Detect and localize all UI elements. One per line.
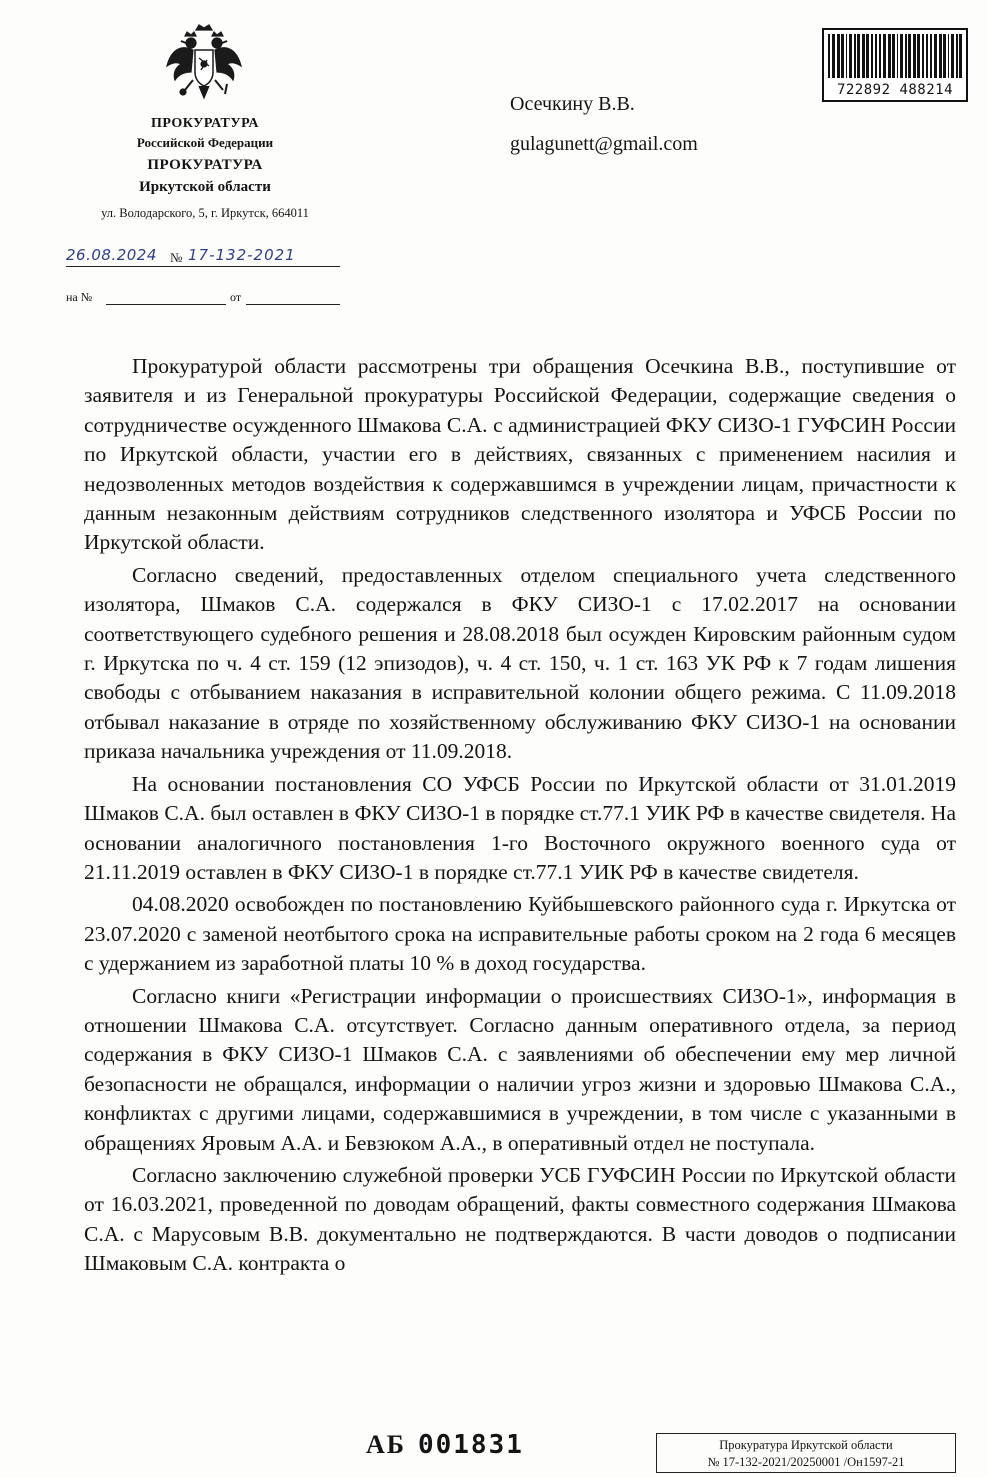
barcode-bars: [828, 34, 962, 78]
issuer-block: [60, 114, 350, 222]
barcode: [822, 28, 968, 102]
barcode-bar: [846, 34, 847, 78]
barcode-bar: [828, 34, 830, 78]
org-region: Иркутской области: [139, 179, 271, 195]
registration-date: 26.08.2024: [66, 246, 157, 264]
barcode-bar: [841, 34, 844, 78]
addressee-name: Осечкину В.В.: [510, 93, 635, 115]
barcode-bar: [926, 34, 928, 78]
barcode-bar: [857, 34, 860, 78]
barcode-bar: [905, 34, 907, 78]
addressee-block: [510, 84, 698, 164]
registration-line: [66, 246, 346, 268]
barcode-bar: [934, 34, 937, 78]
barcode-bar: [917, 34, 920, 78]
barcode-bar: [892, 34, 895, 78]
reference-date-blank: [246, 304, 340, 305]
body-paragraph: 04.08.2020 освобожден по постановлению Куйбышевского районного суда г. Иркутска от 23.07.2020 с заменой неотбытого срока на исправительные работы сроком на 2 года 6 месяцев с удержанием из заработной платы 10 % в доход государства.: [84, 892, 956, 976]
barcode-bar: [837, 34, 840, 78]
barcode-bar: [883, 34, 886, 78]
body-paragraph: Согласно сведений, предоставленных отделом специального учета следственного изолятора, Шмаков С.А. содержался в ФКУ СИЗО-1 с 17.02.2017 на основании соответствующего судебного решения и 28.08.2018 был осужден Кировским районным судом г. Иркутска по ч. 4 ст. 159 (12 эпизодов), ч. 4 ст. 150, ч. 1 ст. 163 УК РФ к 7 годам лишения свободы с отбыванием наказания в исправительной колонии общего режима. С 11.09.2018 отбывал наказание в отряде по хозяйственному обслуживанию ФКУ СИЗО-1 на основании приказа начальника учреждения от 11.09.2018.: [84, 562, 956, 764]
barcode-bar: [849, 34, 852, 78]
reference-number-label: на №: [66, 290, 93, 304]
barcode-bar: [913, 34, 916, 78]
barcode-bar: [959, 34, 962, 78]
barcode-bar: [943, 34, 946, 78]
stamp-org: Прокуратура Иркутской области: [719, 1438, 893, 1452]
barcode-bar: [956, 34, 958, 78]
barcode-bar: [888, 34, 891, 78]
barcode-bar: [951, 34, 954, 78]
barcode-bar: [922, 34, 924, 78]
barcode-bar: [930, 34, 932, 78]
org-regional-title: ПРОКУРАТУРА: [147, 157, 263, 173]
body-paragraph: Согласно заключению служебной проверки УСБ ГУФСИН России по Иркутской области от 16.03.2021, проведенной по доводам обращений, факты совместного содержания Шмакова С.А. с Марусовым В.В. документально не подтверждаются. В части доводов о подписании Шмаковым С.А. контракта о: [84, 1162, 956, 1276]
org-address: ул. Володарского, 5, г. Иркутск, 664011: [101, 206, 309, 220]
barcode-bar: [866, 34, 869, 78]
barcode-bar: [908, 34, 911, 78]
org-title: ПРОКУРАТУРА: [150, 116, 260, 131]
barcode-bar: [900, 34, 903, 78]
registration-number-label: №: [170, 250, 183, 265]
barcode-bar: [862, 34, 865, 78]
barcode-bar: [948, 34, 949, 78]
reference-number-blank: [106, 304, 226, 305]
barcode-bar: [854, 34, 856, 78]
barcode-bar: [939, 34, 942, 78]
body-paragraph: Прокуратурой области рассмотрены три обращения Осечкина В.В., поступившие от заявителя и из Генеральной прокуратуры Российской Федерации, содержащие сведения о сотрудничестве осужденного Шмакова С.А. с администрацией ФКУ СИЗО-1 ГУФСИН России по Иркутской области, участии его в действиях, связанных с применением насилия и недозволенных методов воздействия к содержавшимся в учреждении лицам, причастности к данным незаконным действиям сотрудников следственного изолятора и УФСБ России по Иркутской области.: [84, 354, 956, 555]
barcode-bar: [871, 34, 873, 78]
body-paragraph: Согласно книги «Регистрации информации о происшествиях СИЗО-1», информация в отношении Шмакова С.А. отсутствует. Согласно данным оперативного отдела, за период содержания в ФКУ СИЗО-1 Шмаков С.А. с заявлениями об обеспечении ему мер личной безопасности не обращался, информации о наличии угроз жизни и здоровью Шмакова С.А., конфликтах с другими лицами, содержавшимися в учреждении, в том числе с указанными в обращениях Яровым А.А. и Бевзюком А.А., в оперативный отдел не поступала.: [84, 983, 956, 1155]
addressee-email: gulagunett@gmail.com: [510, 133, 698, 155]
registration-stamp: [656, 1433, 956, 1473]
form-series: АБ: [366, 1430, 406, 1459]
form-serial-number: [366, 1430, 524, 1460]
org-subtitle: Российской Федерации: [136, 135, 274, 150]
body-paragraph: На основании постановления СО УФСБ России по Иркутской области от 31.01.2019 Шмаков С.А. был оставлен в ФКУ СИЗО-1 в порядке ст.77.1 УИК РФ в качестве свидетеля. На основании аналогичного постановления 1-го Восточного окружного военного суда от 21.11.2019 оставлен в ФКУ СИЗО-1 в порядке ст.77.1 УИК РФ в качестве свидетеля.: [84, 771, 956, 884]
form-serial: 001831: [417, 1430, 524, 1460]
reference-date-label: от: [230, 290, 242, 304]
stamp-number: № 17-132-2021/20250001 /Он1597-21: [707, 1455, 905, 1469]
registration-number: 17-132-2021: [188, 246, 296, 264]
russian-coat-of-arms-eagle-icon: [163, 22, 245, 104]
barcode-bar: [879, 34, 881, 78]
barcode-bar: [875, 34, 877, 78]
barcode-bar: [897, 34, 898, 78]
registration-underline: [66, 266, 340, 267]
barcode-bar: [832, 34, 835, 78]
letter-body: [84, 352, 956, 1279]
barcode-number: 722892 488214: [836, 82, 954, 98]
